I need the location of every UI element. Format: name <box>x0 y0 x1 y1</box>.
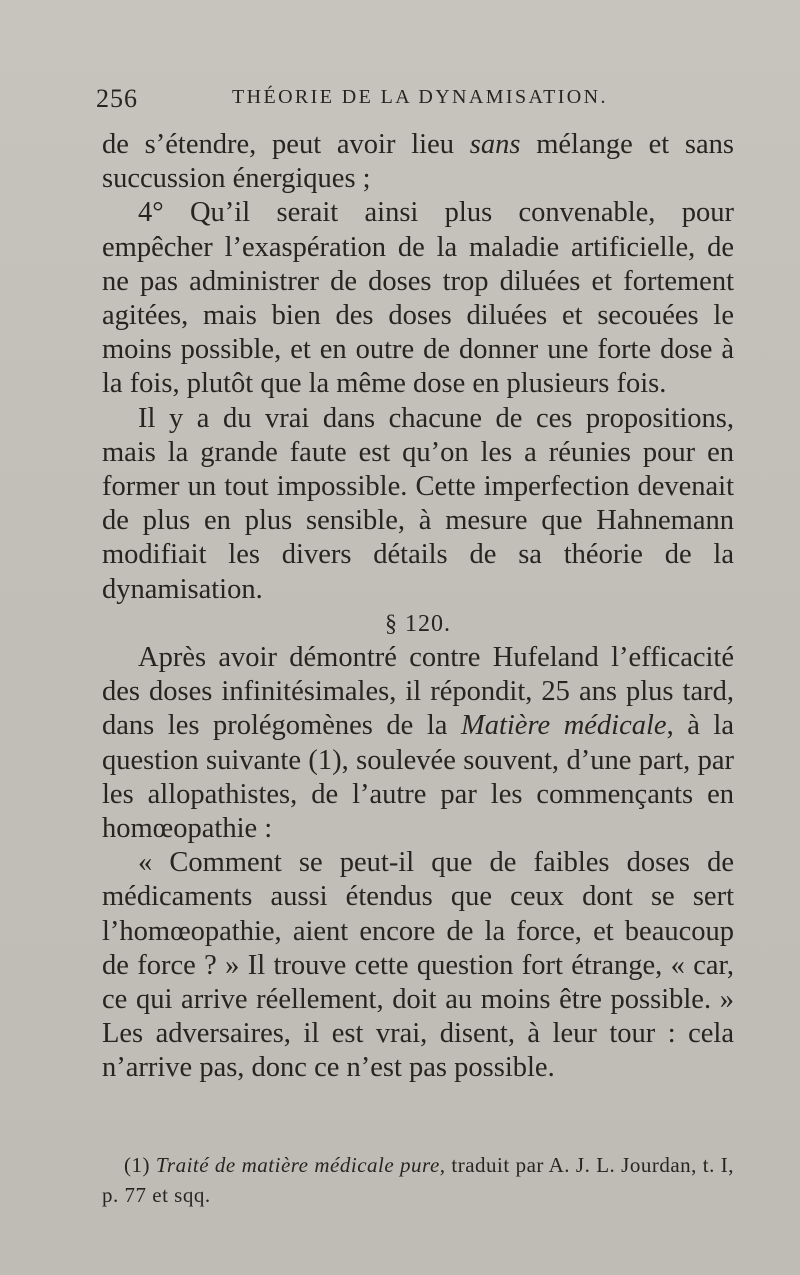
emphasis-sans: sans <box>469 129 521 160</box>
emphasis-matiere-medicale: Matière médicale <box>460 710 667 742</box>
paragraph-quotation: « Comment se peut-il que de faibles doses de médicaments aussi étendus que ceux dont se sert l’homœopathie, aient encore de la force, et beaucoup de force ? » Il trouve cette question fort étrange, « car, ce qui arrive réellement, doit au moins être possible. » Les adversaires, il est vrai, disent, à leur tour : cela n’arrive pas, donc ce n’est pas possible. <box>102 847 734 1084</box>
page-body <box>102 128 734 1086</box>
running-header <box>96 84 726 118</box>
footnote-marker: (1) <box>124 1153 156 1177</box>
footnote <box>102 1150 734 1210</box>
paragraph-continuation: de s’étendre, peut avoir lieu sans mélange et sans succussion énergiques ; <box>102 129 734 195</box>
paragraph-point-4: 4° Qu’il serait ainsi plus convenable, pour empêcher l’exaspération de la maladie artificielle, de ne pas administrer de doses trop diluées et fortement agitées, mais bien des doses diluées et secouées le moins possible, et en outre de donner une forte dose à la fois, plutôt que la même dose en plusieurs fois. <box>102 197 734 400</box>
paragraph-hufeland: Après avoir démontré contre Hufeland l’efficacité des doses infinitésimales, il répondit, 25 ans plus tard, dans les prolégomènes de la Matière médicale, à la question suivante (1), soulevée souvent, d’une part, par les allopathistes, de l’autre par les commençants en homœopathie : <box>102 642 735 845</box>
paragraph-propositions: Il y a du vrai dans chacune de ces propositions, mais la grande faute est qu’on les a réunies pour en former un tout impossible. Cette imperfection devenait de plus en plus sensible, à mesure que Hahnemann modifiait les divers détails de sa théorie de la dynamisation. <box>102 402 734 605</box>
footnote-title: Traité de matière médicale pure, <box>155 1153 446 1177</box>
page-number: 256 <box>96 84 138 113</box>
footnote-text: traduit par A. J. L. Jourdan, t. I, p. 77 et sqq. <box>102 1153 735 1207</box>
section-heading: § 120. <box>385 610 451 637</box>
running-title: THÉORIE DE LA DYNAMISATION. <box>232 86 608 108</box>
